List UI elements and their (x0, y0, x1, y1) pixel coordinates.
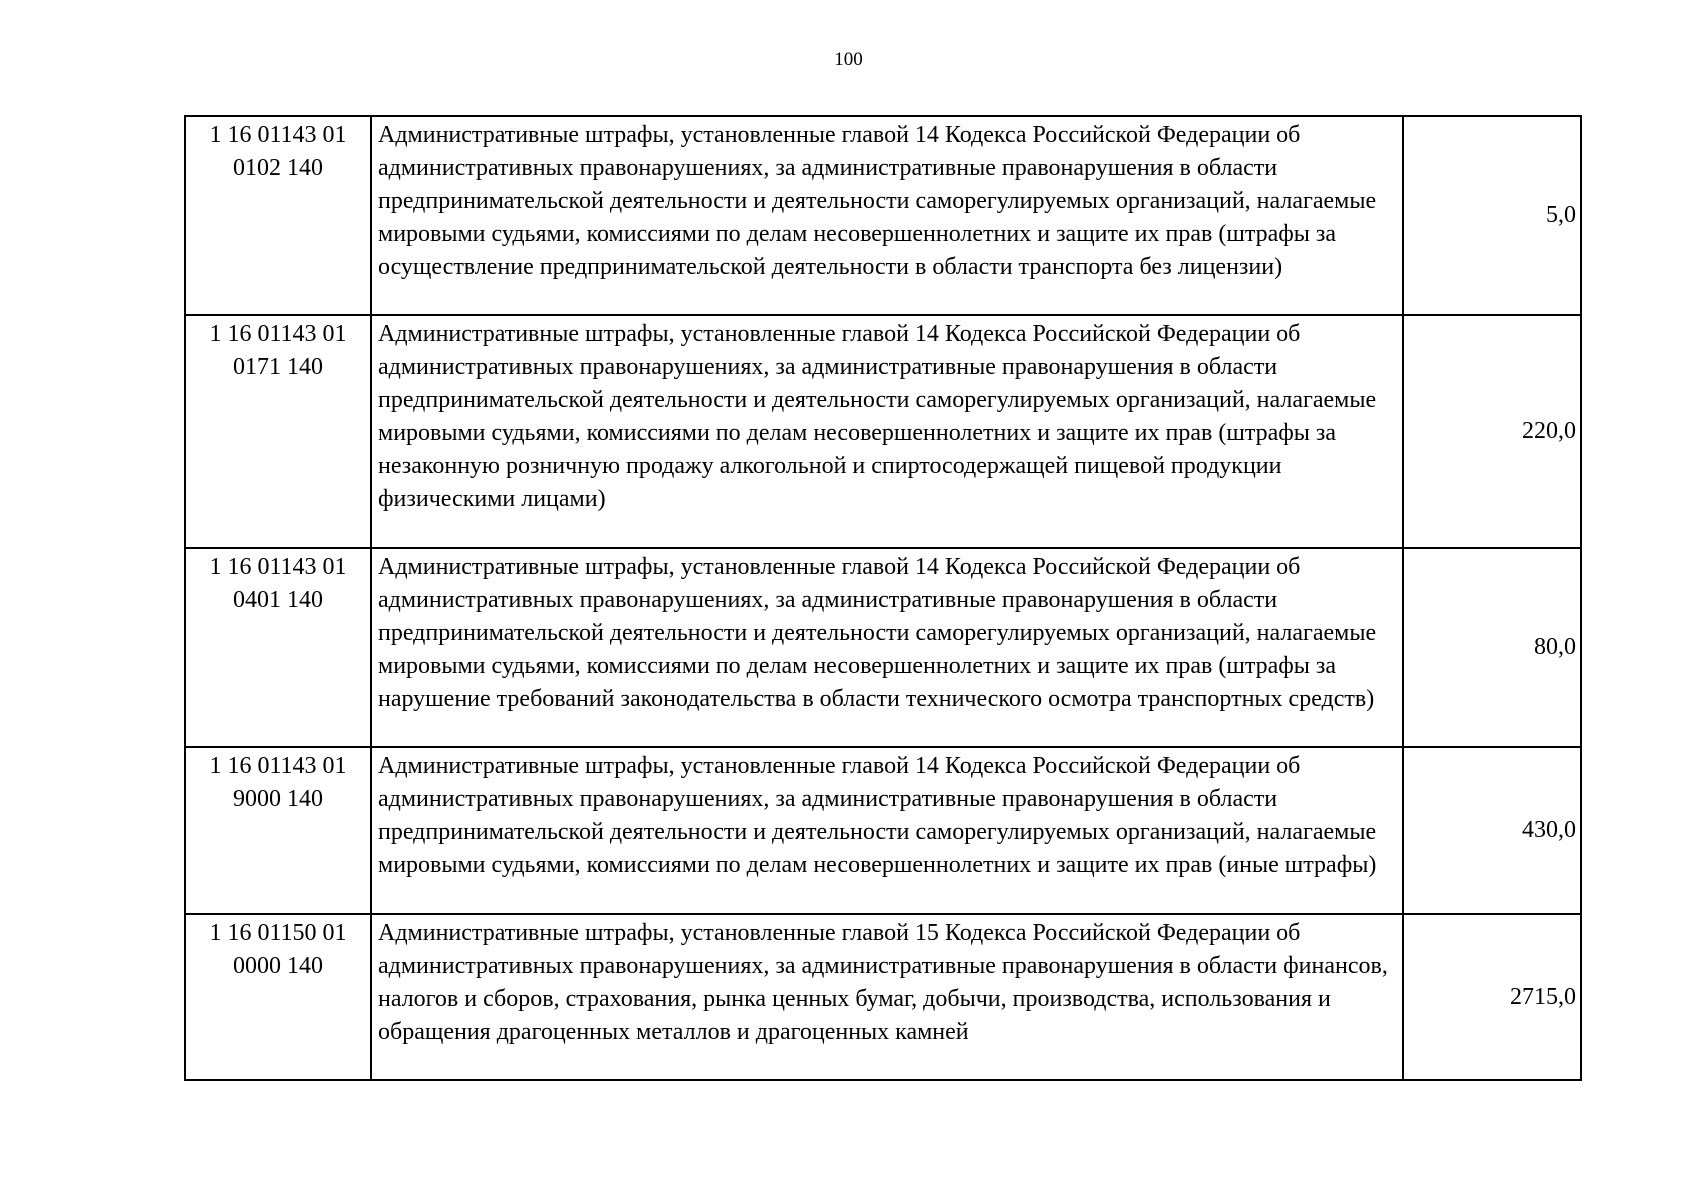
budget-code-line: 1 16 01143 01 (209, 321, 347, 347)
budget-code-line: 1 16 01143 01 (209, 554, 347, 580)
description-cell: Административные штрафы, установленные главой 14 Кодекса Российской Федерации об административных правонарушениях, за административные правонарушения в области предпринимательской деятельности и деятельности саморегулируемых организаций, налагаемые мировыми судьями, комиссиями по делам несовершеннолетних и защите их прав (штрафы за нарушение требований законодательства в области технического осмотра транспортных средств) (371, 548, 1403, 747)
amount-cell: 80,0 (1403, 548, 1581, 747)
budget-code-line: 1 16 01143 01 (209, 122, 347, 148)
amount-cell: 5,0 (1403, 116, 1581, 315)
description-cell: Административные штрафы, установленные главой 14 Кодекса Российской Федерации об административных правонарушениях, за административные правонарушения в области предпринимательской деятельности и деятельности саморегулируемых организаций, налагаемые мировыми судьями, комиссиями по делам несовершеннолетних и защите их прав (штрафы за осуществление предпринимательской деятельности в области транспорта без лицензии) (371, 116, 1403, 315)
budget-code-line: 0401 140 (233, 587, 323, 613)
budget-code-cell (185, 747, 371, 914)
budget-code-line: 1 16 01143 01 (209, 753, 347, 779)
description-cell: Административные штрафы, установленные главой 14 Кодекса Российской Федерации об административных правонарушениях, за административные правонарушения в области предпринимательской деятельности и деятельности саморегулируемых организаций, налагаемые мировыми судьями, комиссиями по делам несовершеннолетних и защите их прав (штрафы за незаконную розничную продажу алкогольной и спиртосодержащей пищевой продукции физическими лицами) (371, 315, 1403, 548)
budget-code-line: 0000 140 (233, 953, 323, 979)
description-cell: Административные штрафы, установленные главой 15 Кодекса Российской Федерации об административных правонарушениях, за административные правонарушения в области финансов, налогов и сборов, страхования, рынка ценных бумаг, добычи, производства, использования и обращения драгоценных металлов и драгоценных камней (371, 914, 1403, 1080)
budget-code-line: 0171 140 (233, 354, 323, 380)
table-row (185, 116, 1581, 315)
budget-code-cell (185, 548, 371, 747)
amount-cell: 220,0 (1403, 315, 1581, 548)
amount-cell: 430,0 (1403, 747, 1581, 914)
budget-revenue-table (184, 115, 1582, 1081)
amount-cell: 2715,0 (1403, 914, 1581, 1080)
page-number: 100 (834, 49, 863, 70)
description-cell: Административные штрафы, установленные главой 14 Кодекса Российской Федерации об административных правонарушениях, за административные правонарушения в области предпринимательской деятельности и деятельности саморегулируемых организаций, налагаемые мировыми судьями, комиссиями по делам несовершеннолетних и защите их прав (иные штрафы) (371, 747, 1403, 914)
budget-code-line: 1 16 01150 01 (209, 920, 347, 946)
table-row (185, 548, 1581, 747)
budget-code-cell (185, 914, 371, 1080)
budget-code-line: 9000 140 (233, 786, 323, 812)
table-row (185, 914, 1581, 1080)
table-row (185, 747, 1581, 914)
budget-code-cell (185, 315, 371, 548)
budget-code-line: 0102 140 (233, 155, 323, 181)
budget-code-cell (185, 116, 371, 315)
table-row (185, 315, 1581, 548)
